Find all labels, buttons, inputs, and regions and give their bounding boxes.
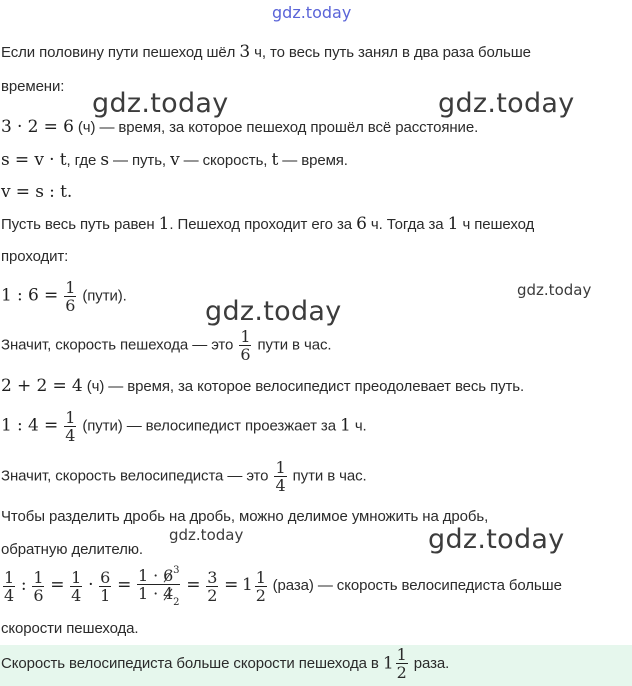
text-line: 3 · 2 = 6 (ч) — время, за которое пешеход прошёл всё расстояние. — [1, 117, 479, 137]
text-line: v = s : t. — [1, 182, 73, 202]
fraction: $\frac{1}{6}$ — [33, 568, 44, 605]
fraction: $\frac{1}{4}$ — [275, 458, 286, 495]
watermark: gdz.today — [169, 526, 244, 544]
watermark: gdz.today — [438, 88, 575, 119]
fraction-cancelled: $\frac{1 \cdot 6^3}{1 \cdot 4_2}$ — [137, 562, 180, 611]
answer-line: Скорость велосипедиста больше скорости пешехода в 1 $\frac{1}{2}$ раза. — [1, 645, 450, 682]
fraction: $\frac{3}{2}$ — [207, 568, 218, 605]
fraction: $\frac{1}{6}$ — [240, 327, 251, 364]
text-line: 1 : 4 = $\frac{1}{4}$ (пути) — велосипедист проезжает за 1 ч. — [1, 408, 367, 445]
watermark: gdz.today — [517, 281, 592, 299]
fraction: $\frac{1}{4}$ — [4, 568, 15, 605]
fraction: $\frac{1}{4}$ — [65, 408, 76, 445]
text-line: Пусть весь путь равен 1. Пешеход проходит его за 6 ч. Тогда за 1 ч пешеход — [1, 214, 535, 234]
watermark-top: gdz.today — [272, 3, 352, 22]
text-line: 1 : 6 = $\frac{1}{6}$ (пути). — [1, 278, 127, 315]
watermark: gdz.today — [205, 296, 342, 327]
text-line: скорости пешехода. — [1, 620, 139, 637]
text-line: Значит, скорость велосипедиста — это $\frac{1}{4}$ пути в час. — [1, 458, 367, 495]
fraction: $\frac{1}{2}$ — [255, 568, 266, 605]
watermark: gdz.today — [92, 88, 229, 119]
text-line: обратную делителю. — [1, 541, 144, 558]
text-line: Чтобы разделить дробь на дробь, можно делимое умножить на дробь, — [1, 508, 489, 525]
fraction: $\frac{1}{6}$ — [65, 278, 76, 315]
text-line: времени: — [1, 78, 65, 95]
fraction: $\frac{6}{1}$ — [100, 568, 111, 605]
fraction: $\frac{1}{4}$ — [71, 568, 82, 605]
text-line: s = v · t, где s — путь, v — скорость, t — время. — [1, 150, 348, 170]
text-line: 2 + 2 = 4 (ч) — время, за которое велосипедист преодолевает весь путь. — [1, 376, 525, 396]
text-line: Значит, скорость пешехода — это $\frac{1}{6}$ пути в час. — [1, 327, 332, 364]
text-line: Если половину пути пешеход шёл 3 ч, то весь путь занял в два раза больше — [1, 42, 531, 62]
fraction: $\frac{1}{2}$ — [396, 645, 407, 682]
text-line: проходит: — [1, 248, 69, 265]
fraction-equation: $\frac{1}{4}$ : $\frac{1}{6}$ = $\frac{1}{4}$ · $\frac{6}{1}$ = $\frac{1 \cdot 6^3}{1 \cdot 4_2}$ = $\frac{3}{2}$ = 1 $\frac{1}{2}$ (раза) — скорость велосипедиста больше — [1, 562, 562, 611]
watermark: gdz.today — [428, 524, 565, 555]
